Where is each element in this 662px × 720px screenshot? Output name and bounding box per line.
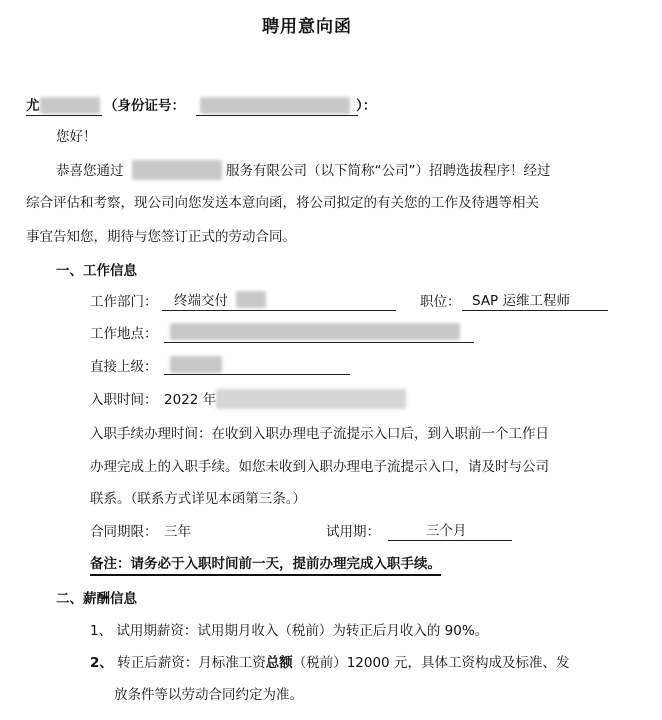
position-underline bbox=[462, 310, 608, 311]
probation-label: 试用期： bbox=[326, 524, 380, 540]
greeting: 您好！ bbox=[56, 129, 97, 145]
redacted-name bbox=[40, 97, 100, 114]
section-heading-salary-info: 二、薪酬信息 bbox=[56, 591, 137, 607]
supervisor-label: 直接上级： bbox=[90, 359, 158, 375]
page-title: 聘用意向函 bbox=[262, 17, 352, 37]
salary-item-2-number: 2、 bbox=[90, 655, 113, 671]
intro-line3: 事宜告知您，期待与您签订正式的劳动合同。 bbox=[26, 229, 296, 245]
procedure-line1: 入职手续办理时间：在收到入职办理电子流提示入口后，到入职前一个工作日 bbox=[90, 426, 549, 442]
start-date-value: 2022 年 bbox=[164, 392, 217, 408]
contract-term-label: 合同期限： bbox=[90, 524, 158, 540]
redacted-id-number bbox=[200, 97, 350, 114]
contract-term-value: 三年 bbox=[164, 524, 191, 540]
probation-value: 三个月 bbox=[426, 523, 467, 539]
salary-item-2-line1 bbox=[90, 654, 569, 672]
name-underline bbox=[26, 115, 102, 116]
onboarding-note: 备注：请务必于入职时间前一天，提前办理完成入职手续。 bbox=[90, 555, 441, 576]
id-label: （身份证号： bbox=[104, 98, 185, 114]
redacted-supervisor bbox=[170, 356, 222, 373]
location-label: 工作地点： bbox=[90, 326, 158, 342]
redacted-start-date bbox=[216, 389, 406, 409]
procedure-line2: 办理完成上的入职手续。如您未收到入职办理电子流提示入口，请及时与公司 bbox=[90, 459, 549, 475]
dept-label: 工作部门： bbox=[90, 294, 158, 310]
location-underline bbox=[164, 342, 474, 343]
supervisor-underline bbox=[164, 374, 350, 375]
id-close: ）： bbox=[356, 98, 377, 114]
position-value: SAP 运维工程师 bbox=[472, 293, 570, 309]
intro-line1-pre: 恭喜您通过 bbox=[56, 163, 124, 179]
salary-item-2-bold: 总额 bbox=[265, 655, 293, 671]
salary-item-2-line2: 放条件等以劳动合同约定为准。 bbox=[114, 687, 303, 703]
intro-line2: 综合评估和考察，现公司向您发送本意向函，将公司拟定的有关您的工作及待遇等相关 bbox=[26, 195, 539, 211]
intro-line1-post: 服务有限公司（以下简称“公司”）招聘选拔程序！经过 bbox=[226, 163, 551, 179]
section-heading-work-info: 一、工作信息 bbox=[56, 263, 137, 279]
position-label: 职位： bbox=[420, 294, 461, 310]
recipient-surname: 尤 bbox=[26, 98, 40, 114]
dept-value: 终端交付 bbox=[174, 293, 228, 309]
redacted-company bbox=[132, 160, 222, 180]
procedure-line3: 联系。（联系方式详见本函第三条。） bbox=[90, 491, 306, 507]
redacted-dept bbox=[236, 291, 266, 308]
salary-item-1: 1、 试用期薪资：试用期月收入（税前）为转正后月收入的 90%。 bbox=[90, 623, 489, 639]
salary-item-2-text-a: 转正后薪资：月标准工资 bbox=[117, 655, 266, 671]
start-date-label: 入职时间： bbox=[90, 392, 158, 408]
probation-underline bbox=[388, 540, 512, 541]
salary-item-2-text-b: （税前）12000 元，具体工资构成及标准、发 bbox=[292, 655, 570, 671]
dept-underline bbox=[162, 310, 396, 311]
redacted-location bbox=[170, 323, 460, 340]
id-underline bbox=[196, 115, 358, 116]
